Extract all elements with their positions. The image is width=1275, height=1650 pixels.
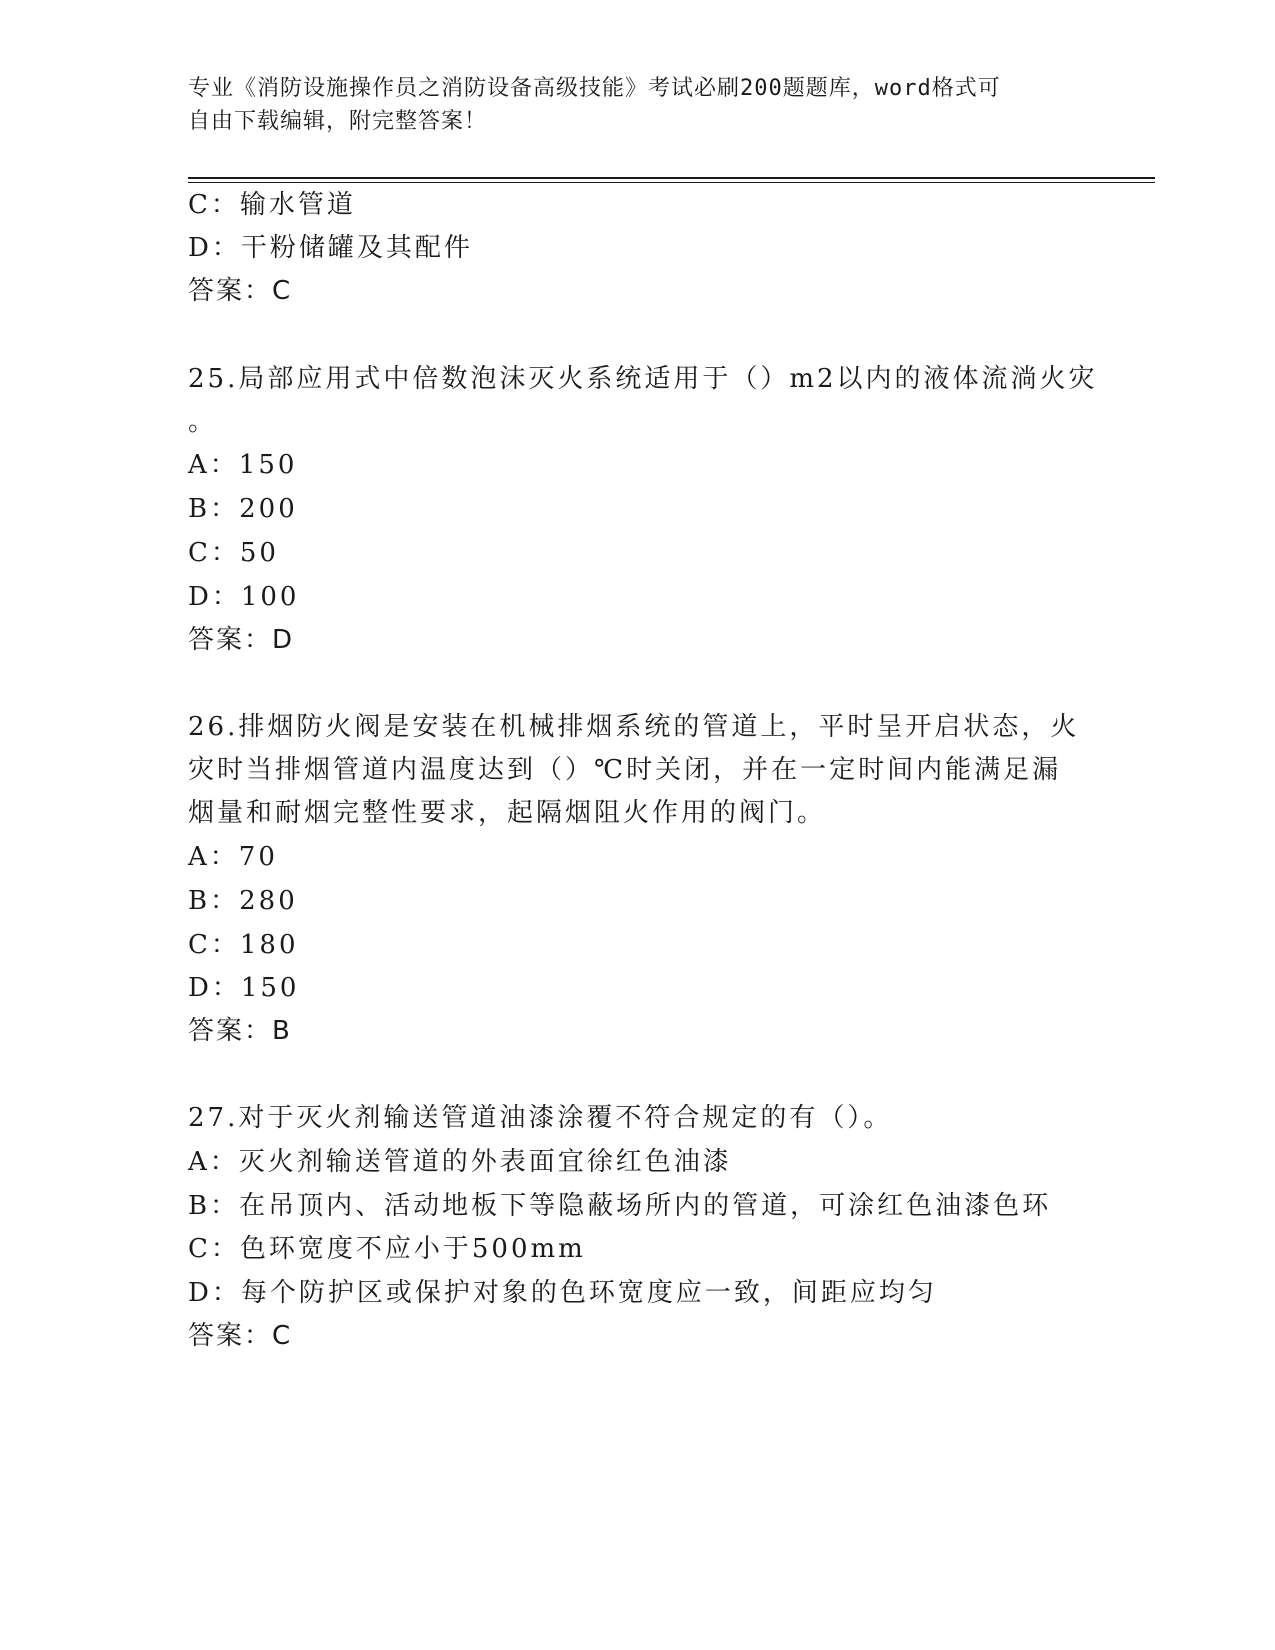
q24-option-d: D：干粉储罐及其配件: [188, 233, 473, 263]
q26-stem-line-2: 灾时当排烟管道内温度达到（）℃时关闭，并在一定时间内能满足漏: [188, 755, 1062, 785]
q27-option-d: D：每个防护区或保护对象的色环宽度应一致，间距应均匀: [188, 1278, 937, 1308]
q26-option-c: C：180: [188, 930, 299, 960]
q26-option-a: A：70: [188, 842, 278, 872]
q26-stem-line-1: 26.排烟防火阀是安装在机械排烟系统的管道上，平时呈开启状态，火: [188, 712, 1080, 742]
q27-stem-line-1: 27.对于灭火剂输送管道油漆涂覆不符合规定的有（）。: [188, 1103, 893, 1133]
q27-option-a: A：灭火剂输送管道的外表面宜徐红色油漆: [188, 1147, 732, 1177]
q27-option-c: C：色环宽度不应小于500mm: [188, 1234, 586, 1264]
header-divider-thin: [188, 182, 1155, 183]
q26-answer: 答案：B: [188, 1016, 292, 1046]
q25-option-a: A：150: [188, 450, 298, 480]
q26-option-b: B：280: [188, 886, 298, 916]
document-header: [188, 72, 1068, 138]
q27-answer: 答案：C: [188, 1321, 293, 1351]
q25-answer: 答案：D: [188, 625, 295, 655]
q25-option-b: B：200: [188, 494, 298, 524]
q25-option-d: D：100: [188, 582, 300, 612]
q24-option-c: C：输水管道: [188, 190, 356, 220]
q25-option-c: C：50: [188, 538, 279, 568]
header-line-2: 自由下载编辑，附完整答案！: [188, 109, 488, 134]
header-divider-thick: [188, 177, 1155, 179]
q25-stem-line-2: 。: [188, 407, 218, 437]
q26-stem-line-3: 烟量和耐烟完整性要求，起隔烟阻火作用的阀门。: [188, 798, 827, 828]
q26-option-d: D：150: [188, 973, 300, 1003]
q24-answer: 答案：C: [188, 276, 293, 306]
q27-option-b: B：在吊顶内、活动地板下等隐蔽场所内的管道，可涂红色油漆色环: [188, 1191, 1052, 1221]
header-line-1: 专业《消防设施操作员之消防设备高级技能》考试必刷200题题库，word格式可: [188, 76, 1001, 101]
q25-stem-line-1: 25.局部应用式中倍数泡沫灭火系统适用于（）m2以内的液体流淌火灾: [188, 364, 1098, 394]
